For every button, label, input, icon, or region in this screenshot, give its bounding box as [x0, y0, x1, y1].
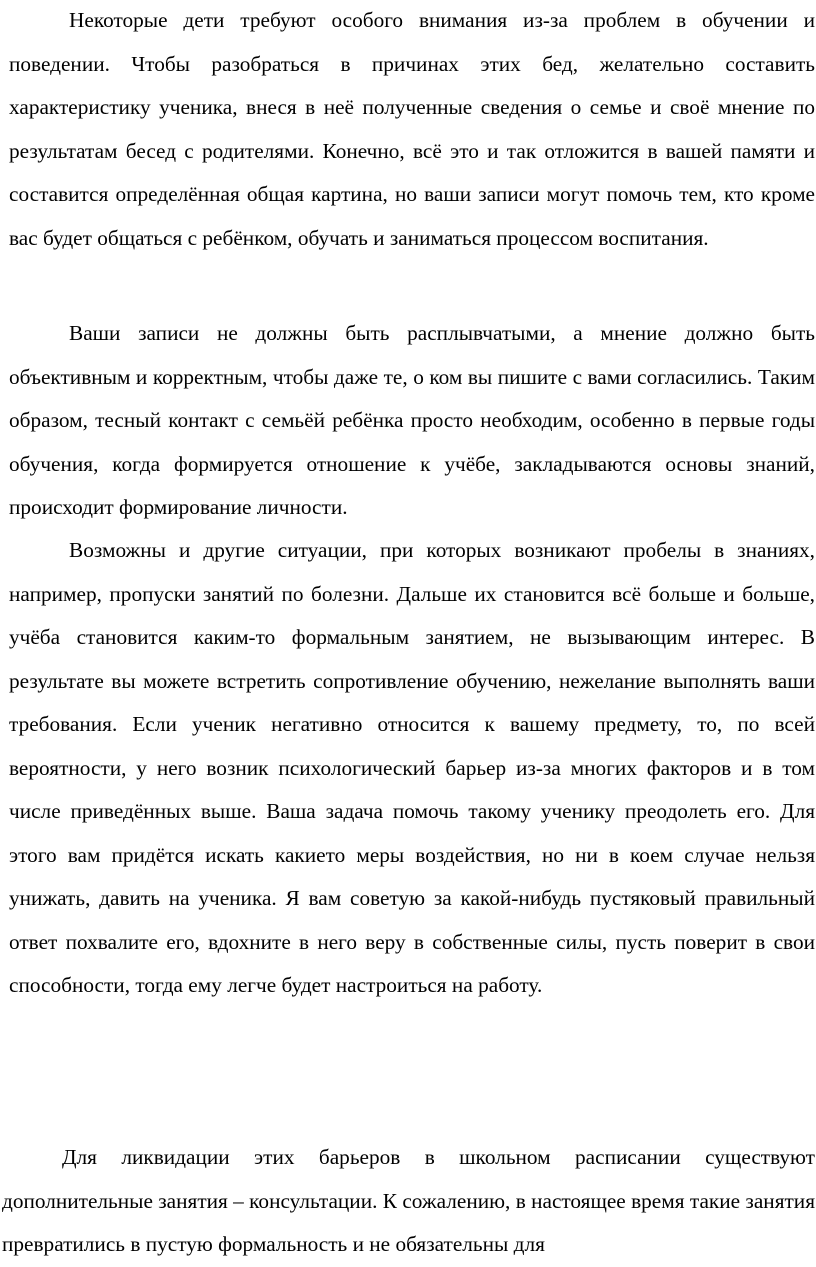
paragraph-2: Ваши записи не должны быть расплывчатыми, а мнение должно быть объективным и корректным, чтобы даже те, о ком вы пишите с вами согласились. Таким образом, тесный контакт с семьёй ребёнка просто необходим, особенно в первые годы обучения, когда формируется отношение к учёбе, закладываются основы знаний, происходит формирование личности. — [9, 321, 815, 519]
paragraph-3: Возможны и другие ситуации, при которых возникают пробелы в знаниях, например, пропуски занятий по болезни. Дальше их становится всё больше и больше, учёба становится каким-то формальным занятием, не вызывающим интерес. В результате вы можете встретить сопротивление обучению, нежелание выполнять ваши требования. Если ученик негативно относится к вашему предмету, то, по всей вероятности, у него возник психологический барьер из-за многих факторов и в том числе приведённых выше. Ваша задача помочь такому ученику преодолеть его. Для этого вам придётся искать какието меры воздействия, но ни в коем случае нельзя унижать, давить на ученика. Я вам советую за какой-нибудь пустяковый правильный ответ похвалите его, вдохните в него веру в собственные силы, пусть поверит в свои способности, тогда ему легче будет настроиться на работу. — [9, 538, 815, 997]
paragraph-1: Некоторые дети требуют особого внимания из-за проблем в обучении и поведении. Чтобы разобраться в причинах этих бед, желательно составить характеристику ученика, внеся в неё полученные сведения о семье и своё мнение по результатам бесед с родителями. Конечно, всё это и так отложится в вашей памяти и составится определённая общая картина, но ваши записи могут помочь тем, кто кроме вас будет общаться с ребёнком, обучать и заниматься процессом воспитания. — [9, 8, 815, 250]
paragraph-4: Для ликвидации этих барьеров в школьном расписании существуют дополнительные занятия – консультации. К сожалению, в настоящее время такие занятия превратились в пустую формальность и не обязательны для — [2, 1145, 815, 1256]
